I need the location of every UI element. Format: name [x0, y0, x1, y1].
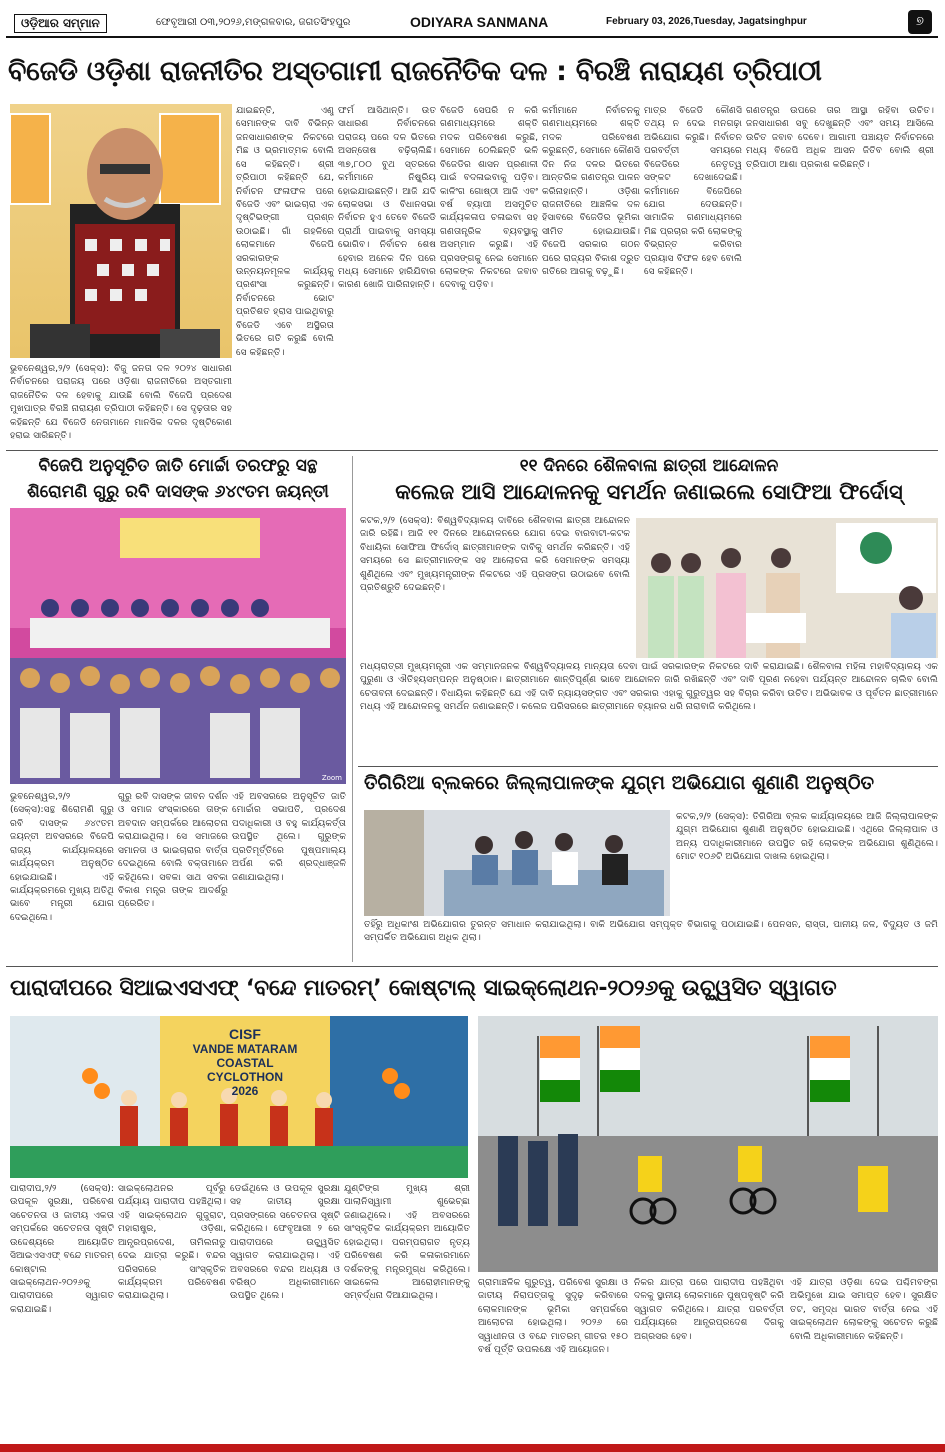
- story3-text-top: କଟକ,୨/୨ (ସେକ୍ସ): ବିଶ୍ୱବିଦ୍ୟାଳୟ ଦାବିରେ ଶୈଳବାଳା ଛାତ୍ରୀ ଆନ୍ଦୋଳନ ଜାରି ରହିଛି। ଆଜି ୧୧ ଦିନରେ ଆନ୍ଦୋଳନରେ ଯୋଗ ଦେଇ ବାରବାଟୀ-କଟକ ବିଧାୟିକା ସୋଫିଆ ଫିର୍ଦୋସ୍ ଛାତ୍ରୀମାନଙ୍କ ଦାବିକୁ ସମର୍ଥନ କରିଛନ୍ତି। ଏହି ସମୟରେ ସେ ଛାତ୍ରୀମାନଙ୍କ ସହ ଆଲୋଚନା କରି ସେମାନଙ୍କ ସମସ୍ୟା ଶୁଣିଥିଲେ ଏବଂ ମୁଖ୍ୟମନ୍ତ୍ରୀଙ୍କ ନିକଟରେ ଏହି ପ୍ରସଙ୍ଗ ଉଠାଇବେ ବୋଲି ପ୍ରତିଶ୍ରୁତି ଦେଇଛନ୍ତି।: [360, 515, 630, 594]
- cyclothon-banner: [170, 1026, 320, 1098]
- story2-headline-line2: ଶିରୋମଣି ଗୁରୁ ରବି ଦାସଙ୍କ ୬୪୯ତମ ଜୟନ୍ତୀ: [27, 482, 329, 502]
- divider: [6, 450, 938, 451]
- banner-vande-mataram: VANDE MATARAM: [192, 1042, 298, 1056]
- story4-headline: ତିଗିରିଆ ବ୍ଲକରେ ଜିଲ୍ଲାପାଳଙ୍କ ଯୁଗ୍ମ ଅଭିଯୋଗ ଶୁଣାଣି ଅନୁଷ୍ଠିତ: [364, 772, 875, 794]
- story1-column-6: ମାତ୍ର ବିଜେଡି କୌଣସି ତଥ୍ୟ ନ ଦେଇ ମନଗଢ଼ା ଅଭିଯୋଗ କରୁଛି। ନିର୍ବାଚନ ପରବର୍ତ୍ତୀ ସମୟରେ ବିଜେଡିରେ ନେତୃତ୍ୱ ସଙ୍କଟ ଦେଖାଦେଇଛି। କର୍ମୀମାନେ ବିଜେପିରେ ଯୋଗ ଦେଉଛନ୍ତି। ସାମାଜିକ ଗଣମାଧ୍ୟମରେ ମିଛ ପ୍ରଚାର କରି ଲୋକଙ୍କୁ ବିଭ୍ରାନ୍ତ କରିବାର ପ୍ରୟାସ ବିଫଳ ହେବ ବୋଲି ସେ କହିଛନ୍ତି।: [644, 105, 742, 278]
- story3-text-bottom: ମଧ୍ୟରାତ୍ରୀ ମୁଖ୍ୟମନ୍ତ୍ରୀ ଏକ ସମ୍ମାନଜନକ ବିଶ୍ୱବିଦ୍ୟାଳୟ ମାନ୍ୟତା ଦେବା ପାଇଁ ସରକାରଙ୍କ ନିକଟରେ ଦାବି କରାଯାଇଛି। ଶୈଳବାଳା ମହିଳା ମହାବିଦ୍ୟାଳୟ ଏକ ପୁରୁଣା ଓ ଐତିହ୍ୟସମ୍ପନ୍ନ ଅନୁଷ୍ଠାନ। ଛାତ୍ରୀମାନେ ଶାନ୍ତିପୂର୍ଣ୍ଣ ଭାବେ ଆନ୍ଦୋଳନ ଜାରି ରଖିଛନ୍ତି ଏବଂ ଦାବି ପୂରଣ ନହେବା ପର୍ଯ୍ୟନ୍ତ ଆନ୍ଦୋଳନ ଚାଲିବ ବୋଲି ଚେତାବନୀ ଦେଇଛନ୍ତି। ବିଧାୟିକା କହିଛନ୍ତି ଯେ ଏହି ଦାବି ନ୍ୟାୟସଙ୍ଗତ ଏବଂ ସରକାର ଏହାକୁ ଗୁରୁତ୍ୱର ସହ ବିଚାର କରିବା ଉଚିତ। ଅଭିଭାବକ ଓ ପୂର୍ବତନ ଛାତ୍ରୀମାନେ ମଧ୍ୟ ଏହି ଆନ୍ଦୋଳନକୁ ସମର୍ଥନ ଜଣାଇଛନ୍ତି। କଲେଜ ପରିସରରେ ଛାତ୍ରୀମାନେ ବ୍ୟାନର ଧରି ନାରାବାଜି କରିଥିଲେ।: [360, 661, 938, 713]
- story4-text-bottom: ତହିଁରୁ ଅଧିକାଂଶ ଅଭିଯୋଗର ତୁରନ୍ତ ସମାଧାନ କରାଯାଇଥିଲା। ବାକି ଅଭିଯୋଗ ସମ୍ପୃକ୍ତ ବିଭାଗକୁ ପଠାଯାଇଛି। ପେନସନ, ରାସ୍ତା, ପାନୀୟ ଜଳ, ବିଦ୍ୟୁତ ଓ ଜମି ସମ୍ପର୍କିତ ଅଭିଯୋଗ ଅଧିକ ଥିଲା।: [364, 919, 938, 944]
- meeting-photo-illustration: [364, 810, 670, 916]
- story3-headline: କଲେଜ ଆସି ଆନ୍ଦୋଳନକୁ ସମର୍ଥନ ଜଣାଇଲେ ସୋଫିଆ ଫିର୍ଦୋସ୍: [395, 480, 903, 504]
- story4-text-side: କଟକ,୨/୨ (ସେକ୍ସ): ତିଗିରିଆ ବ୍ଲକ କାର୍ଯ୍ୟାଳୟରେ ଆଜି ଜିଲ୍ଲାପାଳଙ୍କ ଯୁଗ୍ମ ଅଭିଯୋଗ ଶୁଣାଣି ଅନୁଷ୍ଠିତ ହୋଇଯାଇଛି। ଏଥିରେ ଜିଲ୍ଲାପାଳ ଓ ଅନ୍ୟ ପଦାଧିକାରୀମାନେ ଉପସ୍ଥିତ ରହି ଲୋକଙ୍କ ଅଭିଯୋଗ ଶୁଣିଥିଲେ। ମୋଟ ୧୦୬ଟି ଅଭିଯୋଗ ଦାଖଲ ହୋଇଥିଲା।: [676, 811, 938, 863]
- story2-column-3: ଏହି ଅବସରରେ ଅନୁସୂଚିତ ଜାତି ମୋର୍ଚ୍ଚାର ସଭାପତି, ପ୍ରଦେଶ ପଦାଧିକାରୀ ଓ ବହୁ କାର୍ଯ୍ୟକର୍ତ୍ତା ଉପସ୍ଥିତ ଥିଲେ। ଗୁରୁଙ୍କ ପ୍ରତିମୂର୍ତ୍ତିରେ ପୁଷ୍ପମାଲ୍ୟ ଅର୍ପଣ କରି ଶ୍ରଦ୍ଧାଞ୍ଜଳି ଜଣାଯାଇଥିଲା।: [232, 791, 346, 883]
- story1-column-1: ଭୁବନେଶ୍ୱର,୨/୨ (ସେକ୍ସ): ବିଜୁ ଜନତା ଦଳ ୨୦୨୪ ସାଧାରଣ ନିର୍ବାଚନରେ ପରାଜୟ ପରେ ଓଡ଼ିଶା ରାଜନୀତିରେ ଅସ୍ତଗାମୀ ରାଜନୈତିକ ଦଳ ହେବାକୁ ଯାଉଛି ବୋଲି ବିଜେପି ପ୍ରଦେଶ ମୁଖପାତ୍ର ବିରଞ୍ଚି ନାରାୟଣ ତ୍ରିପାଠୀ କହିଛନ୍ତି। ସେ ଦୃଢ଼ତାର ସହ କହିଛନ୍ତି ଯେ ବିଜେଡି ନେତାମାନେ ମାନସିକ ଦଳର ଦୃଷ୍ଟିକୋଣ ହରାଇ ସାରିଛନ୍ତି।: [10, 363, 232, 442]
- story5-column-7: ଏହି ଯାତ୍ରା ଓଡ଼ିଶା ଦେଇ ପଶ୍ଚିମବଙ୍ଗ ଅଭିମୁଖେ ଯାଇ ସମାପ୍ତ ହେବ। ସୁରକ୍ଷିତ ତଟ, ସମୃଦ୍ଧ ଭାରତ ବାର୍ତ୍ତା ନେଇ ଏହି ସାଇକ୍ଲୋଥନ ଲୋକଙ୍କୁ ସଚେତନ କରୁଛି ବୋଲି ଅଧିକାରୀମାନେ କହିଛନ୍ତି।: [790, 1277, 938, 1342]
- cyclists-photo-illustration: [478, 1016, 938, 1272]
- banner-coastal: COASTAL: [216, 1056, 274, 1070]
- page-number: ୭: [908, 10, 932, 34]
- story2-photo: [10, 508, 346, 784]
- masthead-date-odia: ଫେବୃଆରୀ ୦୩,୨୦୨୬,ମଙ୍ଗଳବାର, ଜଗତସିଂହପୁର: [156, 17, 351, 28]
- story2-column-2: ଗୁରୁ ରବି ଦାସଙ୍କ ଜୀବନ ଦର୍ଶନ ଓ ସମାଜ ସଂସ୍କାରରେ ତାଙ୍କ ଅବଦାନ ସମ୍ପର୍କରେ ଆଲୋଚନା କରାଯାଇଥିଲା। ସେ ସମାଜରେ ସମାନତା ଓ ଭାଇଚାରାର ବାର୍ତ୍ତା ଦେଇଥିଲେ ବୋଲି ବକ୍ତାମାନେ କହିଥିଲେ। ସବକା ସାଥ ସବକା ବିକାଶ ମନ୍ତ୍ର ତାଙ୍କ ଆଦର୍ଶରୁ ପ୍ରେରିତ।: [118, 791, 228, 910]
- story3-photo: [636, 518, 938, 658]
- story1-photo: [10, 104, 232, 358]
- divider: [358, 766, 938, 767]
- masthead: [6, 8, 938, 38]
- story5-photo-cyclists: [478, 1016, 938, 1272]
- story5-headline: ପାରାଦୀପରେ ସିଆଇଏସଏଫ୍ ‘ବନ୍ଦେ ମାତରମ୍’ କୋଷ୍ଟାଲ୍ ସାଇକ୍ଲୋଥନ-୨୦୨୬କୁ ଉଚ୍ଛ୍ୱସିତ ସ୍ୱାଗତ: [10, 976, 837, 1001]
- banner-year: 2026: [231, 1084, 259, 1098]
- story5-column-6: ନିକର ଯାତ୍ରା ପରେ ପାରାଦୀପ ପହଞ୍ଚିଥିବା ଦଳକୁ ସ୍ଥାନୀୟ ଲୋକମାନେ ପୁଷ୍ପବୃଷ୍ଟି କରି ସ୍ୱାଗତ କରିଥିଲେ। ଯାତ୍ରା ପରବର୍ତ୍ତୀ ପର୍ଯ୍ୟାୟରେ ଆନ୍ଧ୍ରପ୍ରଦେଶ ଦିଗକୁ ଅଗ୍ରସର ହେବ।: [634, 1277, 784, 1342]
- story5-column-2: ସାଇକ୍ଲୋଥନର ପୂର୍ବରୁ ପର୍ଯ୍ୟାୟ ପାରାଦୀପ ପହଞ୍ଚିଥିଲା। ଏହି ସାଇକ୍ଲୋଥନ ଗୁଜୁରାଟ, ମହାରାଷ୍ଟ୍ର, ଓଡ଼ିଶା, ଆନ୍ଧ୍ରପ୍ରଦେଶ, ତାମିଲନାଡୁ ଦେଇ ଯାତ୍ରା କରୁଛି। ବନ୍ଦର ପରିସରରେ ସାଂସ୍କୃତିକ କାର୍ଯ୍ୟକ୍ରମ ପରିବେଷଣ କରାଯାଇଥିଲା।: [118, 1183, 226, 1302]
- story2-headline-line1: ବିଜେପି ଅନୁସୂଚିତ ଜାତି ମୋର୍ଚ୍ଚା ତରଫରୁ ସନ୍ଥ: [38, 456, 318, 476]
- story1-column-2: ଯାଇଛନ୍ତି, ଏଣୁ ସେମାନଙ୍କ ଦାବି ବିଭିନ୍ନ ଜନସାଧାରଣଙ୍କ ନିକଟରେ ମିଛ ଓ ଭ୍ରମାତ୍ମକ ବୋଲି ସେ କହିଛନ୍ତି। ଶ୍ରୀ ତ୍ରିପାଠୀ କହିଛନ୍ତି ଯେ, ନିର୍ବାଚନ ଫଳାଫଳ ପରେ ବିଜେଡି ଏବଂ ଭାଇଚାରା ଏକ ଦୃଷ୍ଟିଭଙ୍ଗୀ ପ୍ରଶ୍ନ ଉଠାଇଛି। ଗାଁ ଗହଳିରେ ଲୋକମାନେ ବିଜେପି ସରକାରଙ୍କ ଉନ୍ନୟନମୂଳକ କାର୍ଯ୍ୟକୁ ପ୍ରଶଂସା କରୁଛନ୍ତି। ନିର୍ବାଚନରେ ଭୋଟ ପ୍ରତିଶତ ହ୍ରାସ ପାଇଥିବାରୁ ବିଜେଡି ଏବେ ଅସ୍ଥିରତା ଭିତରେ ଗତି କରୁଛି ବୋଲି ସେ କହିଛନ୍ତି।: [236, 105, 334, 358]
- story4-photo: [364, 810, 670, 916]
- protest-photo-illustration: [636, 518, 938, 658]
- story5-column-1: ପାରାଦୀପ,୨/୨ (ସେକ୍ସ): ଉପକୂଳ ସୁରକ୍ଷା, ପରିବେଶ ସଚେତନତା ଓ ଜାତୀୟ ଏକତା ସମ୍ପର୍କରେ ସଚେତନତା ସୃଷ୍ଟି ଉଦ୍ଦେଶ୍ୟରେ ଆୟୋଜିତ ସିଆଇଏସଏଫ୍ ବନ୍ଦେ ମାତରମ୍ କୋଷ୍ଟାଲ ସାଇକ୍ଲୋଥନ-୨୦୨୬କୁ ପାରାଦୀପରେ ସ୍ୱାଗତ କରାଯାଇଛି।: [10, 1183, 114, 1315]
- divider: [352, 456, 353, 962]
- event-photo-illustration: [10, 508, 346, 784]
- story1-column-4: ବିଜେଡି ସେପରି ନ କରି ଗଣମାଧ୍ୟମରେ ଶକ୍ତି ମଦକ ପରିବେଷଣ କରୁଛି, ସେମାନେ ଠେଲିଛନ୍ତି ଭଳି ବିଜେଡିର ଶାସନ ପ୍ରଣାଳୀ ପାଇଁ ବଦଳାଇବାକୁ ପଡ଼ିବ। କାଳିଂଗ ଗୋଷ୍ଠୀ ଆଜି ଏବଂ ବର୍ଷ ବ୍ୟାପୀ ଅସମୁଚିତ କାର୍ଯ୍ୟକଳାପ ଚଳାଇବା ସହ ଗଣତାନ୍ତ୍ରିକ ବ୍ୟବସ୍ଥାକୁ ଅସମ୍ମାନ କରୁଛି। ଏହି ପ୍ରସଙ୍ଗକୁ ନେଇ ସେମାନେ ଲୋକଙ୍କ ନିକଟରେ ଜବାବ ଦେବାକୁ ପଡ଼ିବ।: [440, 105, 538, 291]
- story5-column-3: ଡେଇଁଥିଲେ ଓ ଉପକୂଳ ସୁରକ୍ଷା ସହ ଜାତୀୟ ସୁରକ୍ଷା ପ୍ରସଙ୍ଗରେ ସଚେତନତା ସୃଷ୍ଟି କରିଥିଲେ। ଫେବୃଆରୀ ୨ ରେ ପାରାଦୀପରେ ଉଚ୍ଛ୍ୱସିତ ସ୍ୱାଗତ କରାଯାଇଥିଲା। ଏହି ଅବସରରେ ବନ୍ଦର ଅଧ୍ୟକ୍ଷ ଓ ବରିଷ୍ଠ ଅଧିକାରୀମାନେ ଉପସ୍ଥିତ ଥିଲେ।: [230, 1183, 340, 1302]
- masthead-paper-name: ODIYARA SANMANA: [410, 14, 549, 30]
- speaker-photo-illustration: [10, 104, 232, 358]
- story2-column-1: ଭୁବନେଶ୍ୱର,୨/୨ (ସେକ୍ସ):ସନ୍ଥ ଶିରୋମଣି ଗୁରୁ ରବି ଦାସଙ୍କ ୬୪୯ତମ ଜୟନ୍ତୀ ଅବସରରେ ବିଜେପି ରାଜ୍ୟ କାର୍ଯ୍ୟାଳୟରେ କାର୍ଯ୍ୟକ୍ରମ ଅନୁଷ୍ଠିତ ହୋଇଯାଇଛି। ଏହି କାର୍ଯ୍ୟକ୍ରମରେ ମୁଖ୍ୟ ଅତିଥି ଭାବେ ମନ୍ତ୍ରୀ ଯୋଗ ଦେଇଥିଲେ।: [10, 791, 114, 923]
- masthead-logo: ଓଡ଼ିଆର ସମ୍ମାନ: [14, 14, 107, 33]
- story1-column-5: କର୍ମୀମାନେ ନିର୍ବାଚନକୁ ଗଣମାଧ୍ୟମରେ ଶକ୍ତି ମଦକ ପରିବେଷଣ କରୁଛନ୍ତି, ସେମାନେ କୌଣସି ଦିନ ନିଜ ଦଳର ଭିତରେ ଆନ୍ତରିକ ଗଣତନ୍ତ୍ର ପାଳନ କରିନାହାନ୍ତି। ଓଡ଼ିଶା ରାଜନୀତିରେ ଆଞ୍ଚଳିକ ଦଳ ହିସାବରେ ବିଜେଡିର ଭୂମିକା ସୀମିତ ହୋଇଯାଉଛି। ବିଜେପି ସରକାର ଗଠନ ପରେ ରାଜ୍ୟର ବିକାଶ ଦ୍ରୁତ ଗତିରେ ଆଗକୁ ବଢ଼ୁଛି।: [542, 105, 640, 278]
- masthead-date-english: February 03, 2026,Tuesday, Jagatsinghpur: [606, 16, 807, 27]
- banner-cyclothon: CYCLOTHON: [207, 1070, 283, 1084]
- story1-column-7: ଗଣତନ୍ତ୍ର ଉପରେ ତାର ଆସ୍ଥା ରହିବା ଉଚିତ। ଜନସାଧାରଣ ସବୁ ଦେଖୁଛନ୍ତି ଏବଂ ସମୟ ଆସିଲେ ଉଚିତ ଜବାବ ଦେବେ। ଆଗାମୀ ପଞ୍ଚାୟତ ନିର୍ବାଚନରେ ମଧ୍ୟ ବିଜେପି ଅଧିକ ଆସନ ଜିତିବ ବୋଲି ଶ୍ରୀ ତ୍ରିପାଠୀ ଆଶା ପ୍ରକାଶ କରିଛନ୍ତି।: [746, 105, 934, 170]
- story5-photo-stage: [10, 1016, 468, 1178]
- story1-column-3: ଫର୍ମ ଆସିଥାନ୍ତି। ଉତ ସାଧାରଣ ନିର୍ବାଚନରେ ପରାଜୟ ପରେ ଦଳ ଭିତରେ ଅସନ୍ତୋଷ ବଢ଼ିଚାଲିଛି। ୩୭,୮୦୦ ବୁଥ ସ୍ତରରେ କର୍ମୀମାନେ ନିଷ୍କ୍ରିୟ ହୋଇଯାଇଛନ୍ତି। ଆଜି ଯଦି ଲୋକସଭା ଓ ବିଧାନସଭା ନିର୍ବାଚନ ହୁଏ ତେବେ ବିଜେଡି ପ୍ରାର୍ଥୀ ପାଇବାକୁ ସମସ୍ୟା ଭୋଗିବ। ନିର୍ବାଚନ ଶେଷ ହେବାର ଅନେକ ଦିନ ପରେ ମଧ୍ୟ ସେମାନେ ହାରିଯିବାର କାରଣ ଖୋଜି ପାରିନାହାନ୍ତି।: [338, 105, 436, 291]
- divider: [6, 966, 938, 967]
- bottom-bar: [0, 1444, 945, 1452]
- photo-credit: Zoom: [321, 774, 342, 782]
- story5-column-5: ଗ୍ରାମାଞ୍ଚଳିକ ଗୁରୁତ୍ୱ, ପରିବେଶ ସୁରକ୍ଷା ଓ ଜାତୀୟ ନିରାପତ୍ତାକୁ ସୁଦୃଢ଼ କରିବାରେ ଲୋକମାନଙ୍କ ଭୂମିକା ସମ୍ପର୍କରେ ଆଲୋଚନା ହୋଇଥିଲା। ୨୦୨୬ ରେ ସ୍ୱାଧୀନତା ଓ ବନ୍ଦେ ମାତରମ୍ ଗୀତର ୧୫୦ ବର୍ଷ ପୂର୍ତ୍ତି ଉପଲକ୍ଷେ ଏହି ଆୟୋଜନ।: [478, 1277, 628, 1356]
- story5-column-4: ଯୁଣ୍ଟିଙ୍ଗ ମୁଖ୍ୟ ଶ୍ରୀ ପାଲାନିସ୍ୱାମୀ ଶୁଭେଚ୍ଛା ଜଣାଇଥିଲେ। ଏହି ଅବସରରେ ସାଂସ୍କୃତିକ କାର୍ଯ୍ୟକ୍ରମ ଆୟୋଜିତ ହୋଇଥିଲା। ପରମ୍ପରାଗତ ନୃତ୍ୟ ପରିବେଷଣ କରି କଳାକାରମାନେ ଦର୍ଶକଙ୍କୁ ମନ୍ତ୍ରମୁଗ୍ଧ କରିଥିଲେ। ସାଇକେଲ ଆରୋହୀମାନଙ୍କୁ ସମ୍ବର୍ଦ୍ଧନା ଦିଆଯାଇଥିଲା।: [344, 1183, 470, 1302]
- story1-headline: ବିଜେଡି ଓଡ଼ିଶା ରାଜନୀତିର ଅସ୍ତଗାମୀ ରାଜନୈତିକ ଦଳ : ବିରଞ୍ଚି ନାରାୟଣ ତ୍ରିପାଠୀ: [8, 56, 822, 87]
- story3-kicker: ୧୧ ଦିନରେ ଶୈଳବାଳା ଛାତ୍ରୀ ଆନ୍ଦୋଳନ: [519, 456, 779, 476]
- banner-cisf: CISF: [229, 1026, 261, 1042]
